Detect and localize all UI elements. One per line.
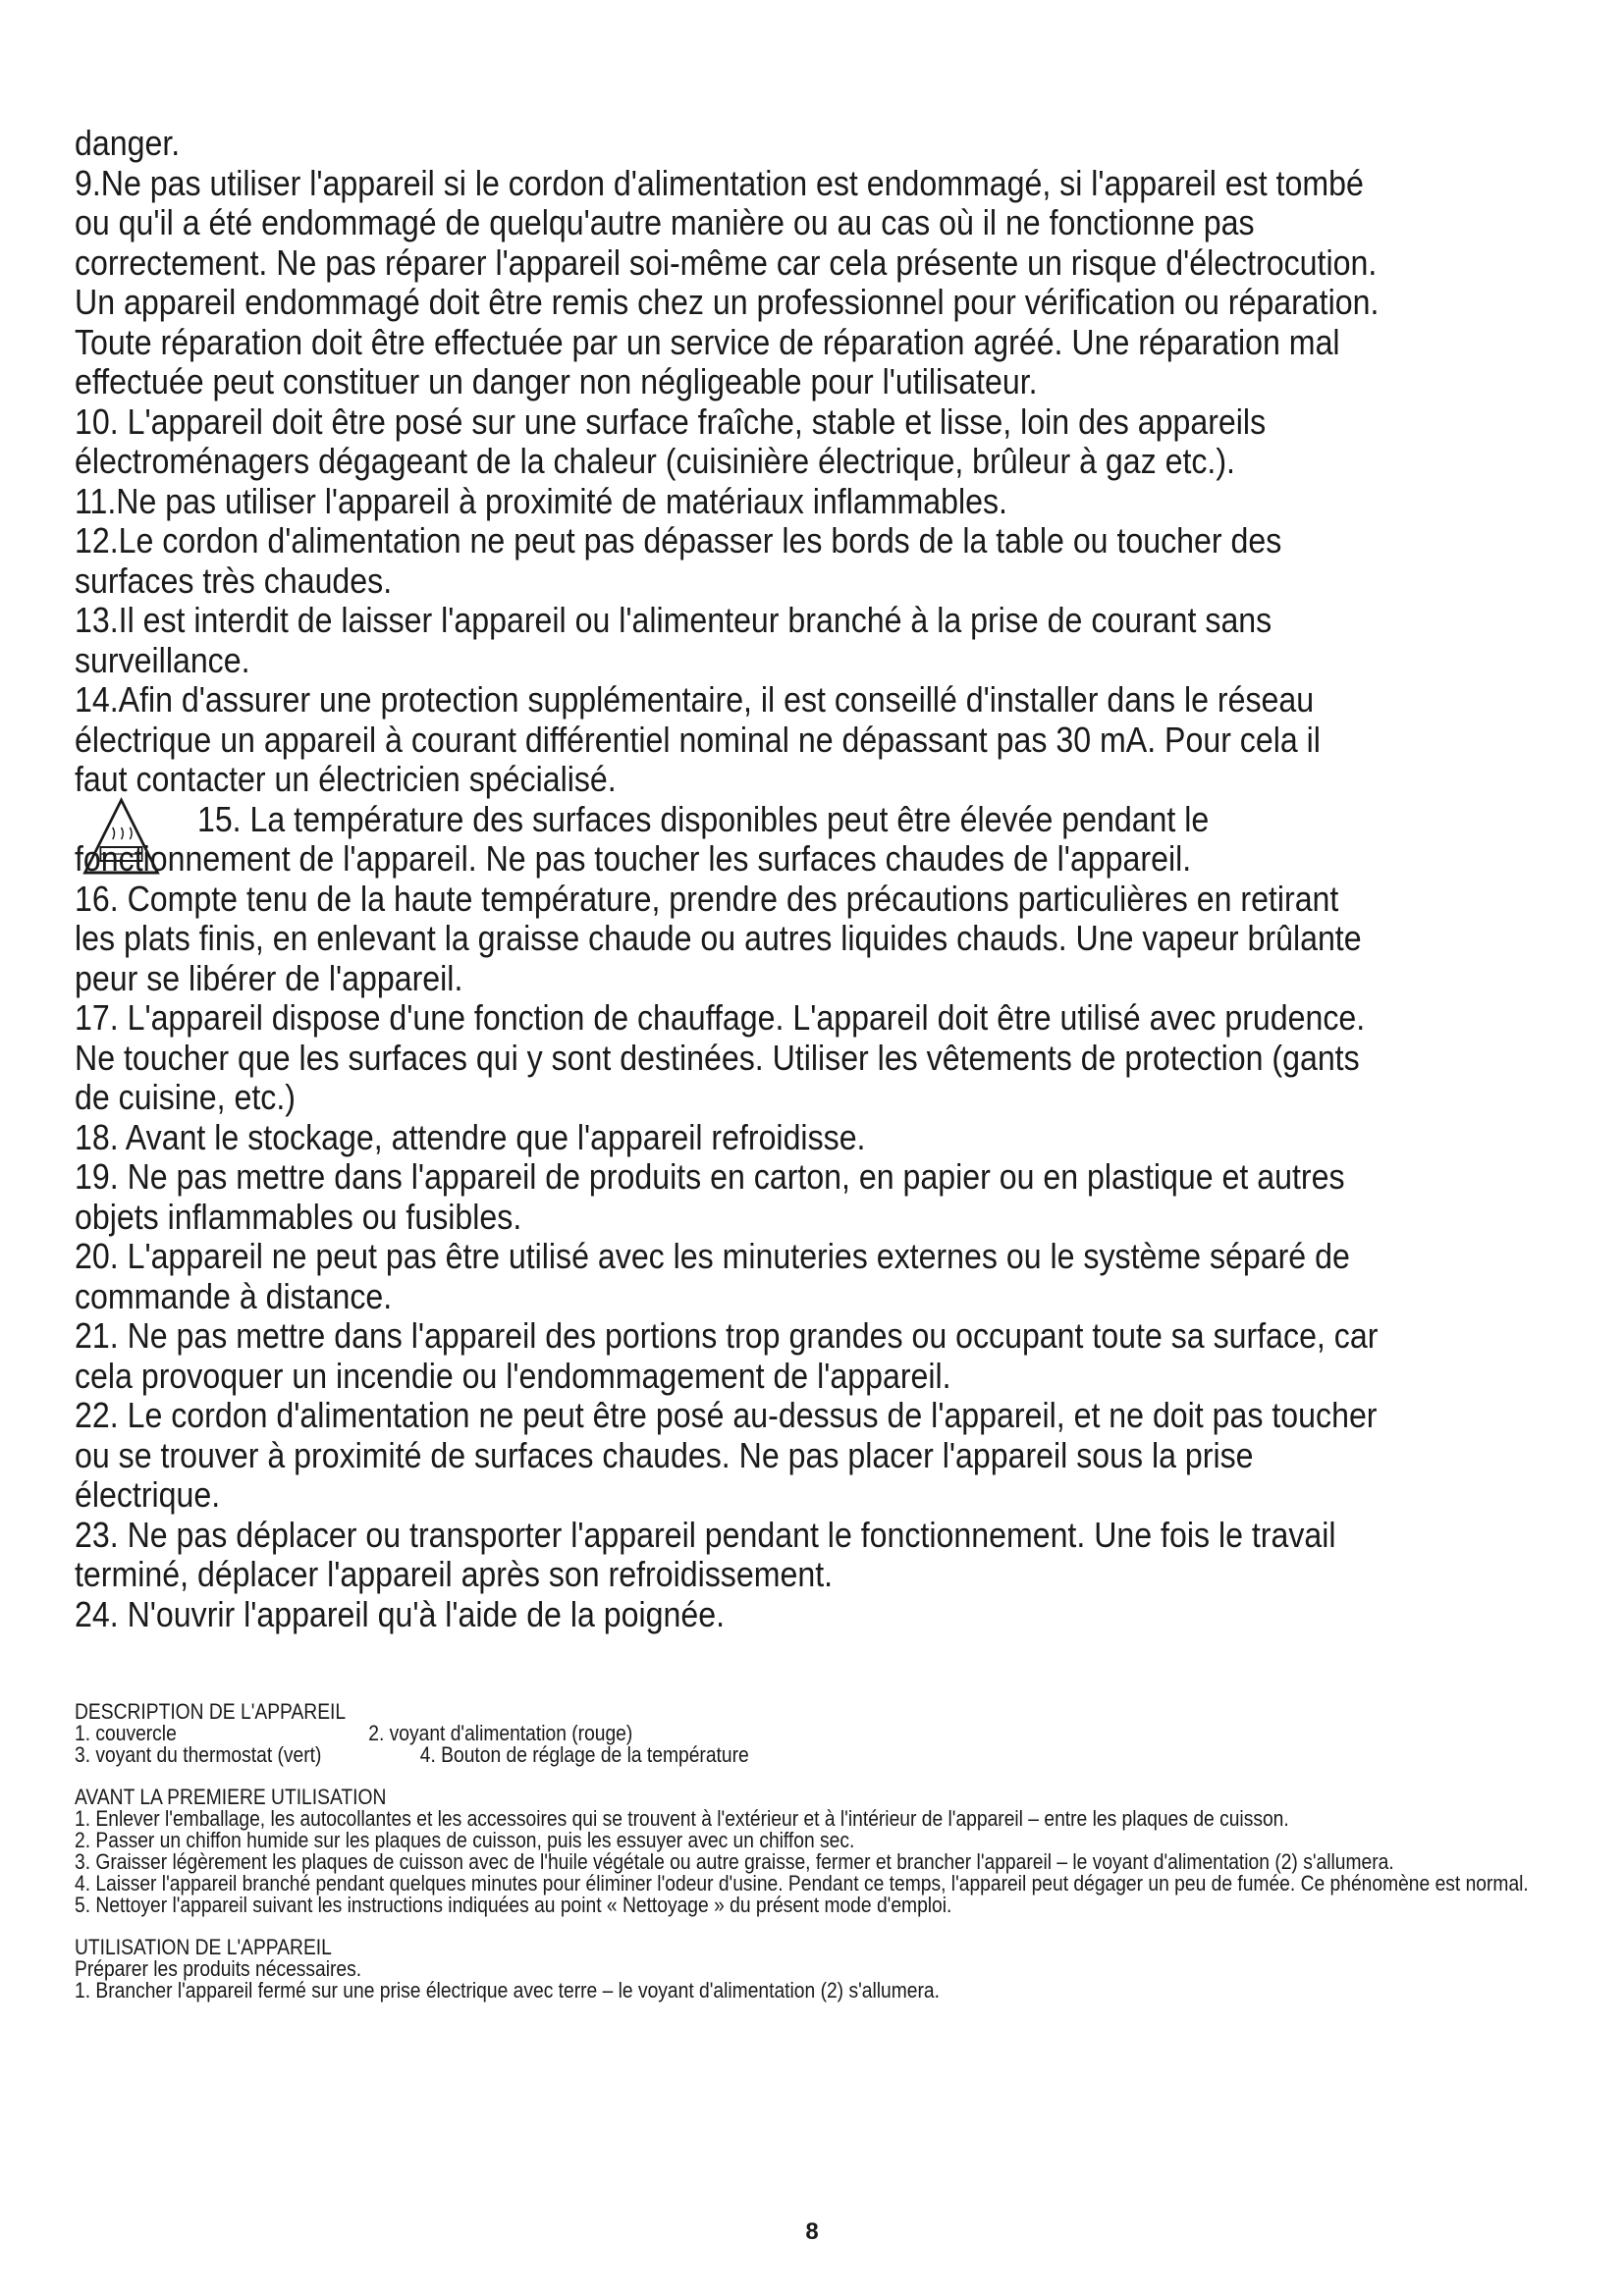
paragraph-21: 21. Ne pas mettre dans l'appareil des portions trop grandes ou occupant toute sa surface, car cela provoquer un incendie ou l'endommagement de l'appareil.: [75, 1315, 1379, 1396]
paragraph-24: 24. N'ouvrir l'appareil qu'à l'aide de la poignée.: [75, 1593, 726, 1634]
usage-step-1: 1. Brancher l'appareil fermé sur une prise électrique avec terre – le voyant d'alimentation (2) s'allumera.: [75, 1978, 940, 2002]
paragraph-11: 11.Ne pas utiliser l'appareil à proximité de matériaux inflammables.: [75, 480, 1007, 521]
paragraph-23: 23. Ne pas déplacer ou transporter l'appareil pendant le fonctionnement. Une fois le travail terminé, déplacer l'appareil après son refroidissement.: [75, 1514, 1336, 1594]
description-item-2: 2. voyant d'alimentation (rouge): [368, 1721, 633, 1745]
paragraph-15: [75, 800, 1380, 880]
paragraph-18: 18. Avant le stockage, attendre que l'appareil refroidisse.: [75, 1116, 866, 1157]
usage-intro: Préparer les produits nécessaires.: [75, 1956, 362, 1981]
paragraph-12: 12.Le cordon d'alimentation ne peut pas dépasser les bords de la table ou toucher des surfaces très chaudes.: [75, 520, 1282, 601]
paragraph-danger: danger.: [75, 123, 181, 163]
paragraph-22: 22. Le cordon d'alimentation ne peut être posé au-dessus de l'appareil, et ne doit pas toucher ou se trouver à proximité de surfaces chaudes. Ne pas placer l'appareil sous la prise électrique.: [75, 1395, 1378, 1515]
description-item-3: 3. voyant du thermostat (vert): [75, 1742, 322, 1767]
description-row-2: [75, 1744, 1552, 1766]
before-use-heading: AVANT LA PREMIERE UTILISATION: [75, 1785, 387, 1809]
before-use-step-3: 3. Graisser légèrement les plaques de cuisson avec de l'huile végétale ou autre graisse, fermer et brancher l'appareil – le voyant d'alimentation (2) s'allumera.: [75, 1849, 1394, 1874]
paragraph-13: 13.Il est interdit de laisser l'appareil ou l'alimenteur branché à la prise de courant sans surveillance.: [75, 600, 1272, 680]
before-use-step-5: 5. Nettoyer l'appareil suivant les instructions indiquées au point « Nettoyage » du présent mode d'emploi.: [75, 1893, 952, 1917]
before-use-step-4: 4. Laisser l'appareil branché pendant quelques minutes pour éliminer l'odeur d'usine. Pendant ce temps, l'appareil peut dégager un peu de fumée. Ce phénomène est normal.: [75, 1871, 1529, 1896]
paragraph-10: 10. L'appareil doit être posé sur une surface fraîche, stable et lisse, loin des appareils électroménagers dégageant de la chaleur (cuisinière électrique, brûleur à gaz etc.).: [75, 400, 1267, 481]
description-row-1: [75, 1723, 1552, 1744]
paragraph-15-line-2: fonctionnement de l'appareil. Ne pas toucher les surfaces chaudes de l'appareil.: [75, 838, 1192, 879]
paragraph-14: 14.Afin d'assurer une protection supplémentaire, il est conseillé d'installer dans le réseau électrique un appareil à courant différentiel nominal ne dépassant pas 30 mA. Pour cela il faut contacter un électricien spécialisé.: [75, 679, 1321, 799]
description-item-4: 4. Bouton de réglage de la température: [419, 1742, 749, 1767]
paragraph-20: 20. L'appareil ne peut pas être utilisé avec les minuteries externes ou le système séparé de commande à distance.: [75, 1236, 1350, 1316]
paragraph-17: 17. L'appareil dispose d'une fonction de chauffage. L'appareil doit être utilisé avec prudence. Ne toucher que les surfaces qui y sont destinées. Utiliser les vêtements de protection (gants de cuisine, etc.): [75, 997, 1366, 1117]
page-number: 8: [805, 2218, 819, 2245]
safety-instructions: [75, 124, 1380, 1634]
description-item-1: 1. couvercle: [75, 1721, 177, 1745]
paragraph-16: 16. Compte tenu de la haute température, prendre des précautions particulières en retirant les plats finis, en enlevant la graisse chaude ou autres liquides chauds. Une vapeur brûlante peur se libérer de l'appareil.: [75, 878, 1362, 998]
before-use-step-2: 2. Passer un chiffon humide sur les plaques de cuisson, puis les essuyer avec un chiffon sec.: [75, 1828, 855, 1852]
hot-surface-warning-icon: [81, 796, 161, 877]
paragraph-9: 9.Ne pas utiliser l'appareil si le cordon d'alimentation est endommagé, si l'appareil est tombé ou qu'il a été endommagé de quelqu'autre manière ou au cas où il ne fonctionne pas correctement. Ne pas réparer l'appareil soi-même car cela présente un risque d'électrocution. Un appareil endommagé doit être remis chez un professionnel pour vérification ou réparation. Toute réparation doit être effectuée par un service de réparation agréé. Une réparation mal effectuée peut constituer un danger non négligeable pour l'utilisateur.: [75, 162, 1380, 401]
paragraph-15-line-1: 15. La température des surfaces disponibles peut être élevée pendant le: [196, 798, 1210, 839]
appliance-sections: [75, 1701, 1552, 2002]
usage-heading: UTILISATION DE L'APPAREIL: [75, 1935, 332, 1959]
description-heading: DESCRIPTION DE L'APPAREIL: [75, 1699, 347, 1724]
before-use-step-1: 1. Enlever l'emballage, les autocollantes et les accessoires qui se trouvent à l'extérieur et à l'intérieur de l'appareil – entre les plaques de cuisson.: [75, 1806, 1289, 1831]
paragraph-19: 19. Ne pas mettre dans l'appareil de produits en carton, en papier ou en plastique et autres objets inflammables ou fusibles.: [75, 1156, 1345, 1237]
